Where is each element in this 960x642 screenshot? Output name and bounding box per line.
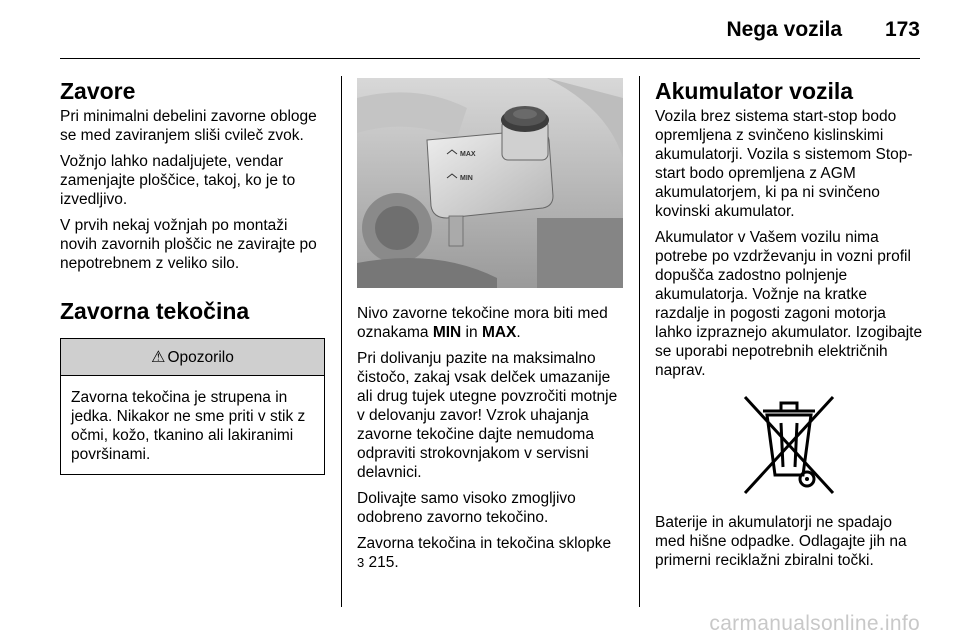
paragraph: Pri minimalni debelini zavorne obloge se med zaviranjem sliši cvileč zvok. bbox=[60, 108, 317, 144]
max-mark-label: MAX bbox=[460, 151, 476, 158]
header-title: Nega vozila bbox=[726, 18, 842, 41]
paragraph: V prvih nekaj vožnjah po montaži novih zavornih ploščic ne zavirajte po nepotrebnem z veliko silo. bbox=[60, 217, 317, 272]
paragraph: Pri dolivanju pazite na maksimalno čistočo, zakaj vsak delček umazanije ali drug tujek utegne povzročiti motnje v delovanju zavor! Vzrok uhajanja zavorne tekočine dajte nemudoma odpraviti strokovnjakom v servisni delavnici. bbox=[357, 350, 618, 481]
watermark: carmanualsonline.info bbox=[709, 612, 920, 635]
warning-triangle-icon: ⚠ bbox=[151, 348, 166, 366]
min-label: MIN bbox=[432, 324, 462, 341]
paragraph: Akumulator v Vašem vozilu nima potrebe po vzdrževanju in vozni profil dopušča zadostno polnjenje akumulatorja. Vožnje na kratke razdalje in pogosti zagoni motorja lahko izpraznejo akumulator. Izogibajte se uporabi nepotrebnih električnih naprav. bbox=[655, 229, 923, 379]
column-brakes bbox=[60, 78, 325, 475]
crossed-out-bin-icon bbox=[737, 393, 841, 497]
paragraph: Dolivajte samo visoko zmogljivo odobreno zavorno tekočino. bbox=[357, 490, 576, 526]
column-battery bbox=[655, 78, 923, 577]
paragraph: Vozila brez sistema start-stop bodo opremljena z svinčeno kislinskimi akumulatorji. Vozila s sistemom Stop-start bodo opremljena z AGM akumulatorjem, ki pa ni svinčeno kovinski akumulator. bbox=[655, 108, 913, 220]
warning-text: Zavorna tekočina je strupena in jedka. Nikakor ne sme priti v stik z očmi, kožo, tkanino ali lakiranimi površinami. bbox=[71, 389, 306, 463]
section-heading-battery: Akumulator vozila bbox=[655, 78, 854, 104]
brake-fluid-reservoir-photo bbox=[357, 78, 623, 288]
section-heading-brakes: Zavore bbox=[60, 78, 136, 104]
paragraph: Baterije in akumulatorji ne spadajo med hišne odpadke. Odlagajte jih na primerni reciklažni zbiralni točki. bbox=[655, 514, 907, 569]
warning-header bbox=[61, 339, 324, 376]
paragraph: Vožnjo lahko nadaljujete, vendar zamenjajte ploščice, takoj, ko je to izvedljivo. bbox=[60, 153, 296, 208]
column-divider bbox=[341, 76, 342, 607]
max-label: MAX bbox=[481, 324, 517, 341]
section-heading-brake-fluid: Zavorna tekočina bbox=[60, 298, 250, 324]
header-rule bbox=[60, 58, 920, 59]
column-brake-fluid bbox=[357, 78, 627, 579]
page-number: 173 bbox=[884, 18, 920, 41]
page-reference[interactable]: 215. bbox=[368, 554, 399, 571]
warning-box bbox=[60, 338, 325, 475]
warning-label: Opozorilo bbox=[167, 348, 234, 366]
column-divider bbox=[639, 76, 640, 607]
paragraph: Nivo zavorne tekočine mora biti med oznakama MIN in MAX. bbox=[357, 305, 608, 341]
page-reference-arrow-icon: 3 bbox=[357, 555, 365, 570]
paragraph: Zavorna tekočina in tekočina sklopke 3 215. bbox=[357, 535, 612, 571]
min-mark-label: MIN bbox=[460, 175, 473, 182]
